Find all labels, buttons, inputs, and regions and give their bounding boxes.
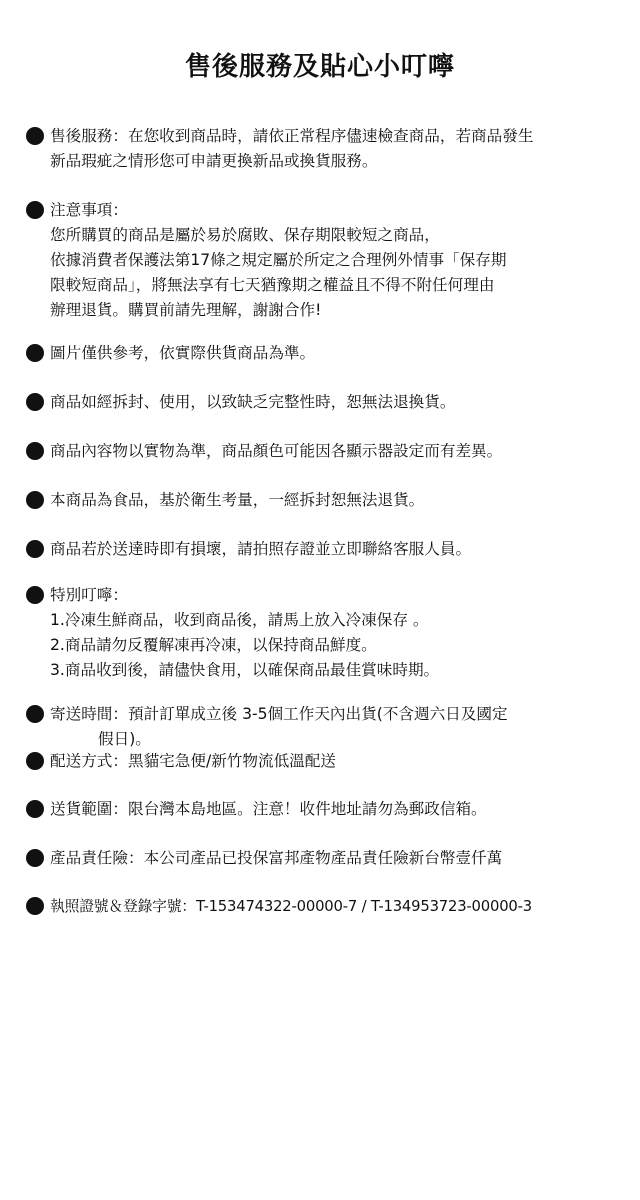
notice-line: 送貨範圍：限台灣本島地區。注意！收件地址請勿為郵政信箱。 [50,800,487,818]
notice-text [50,124,533,174]
bullet-icon [26,752,44,770]
notice-line: 本商品為食品，基於衛生考量，一經拆封恕無法退貨。 [50,491,425,509]
bullet-icon [26,127,44,145]
notice-line: 1.冷凍生鮮商品，收到商品後，請馬上放入冷凍保存 。 [50,611,429,629]
notice-text [50,749,336,774]
notice-line: 限較短商品」，將無法享有七天猶豫期之權益且不得不附任何理由 [50,276,495,294]
notice-line: 注意事項： [50,201,128,219]
notice-text [50,439,502,464]
notice-text [50,198,506,323]
bullet-icon [26,201,44,219]
notice-text [50,894,532,919]
page-title: 售後服務及貼心小叮嚀 [184,52,455,82]
bullet-icon [26,393,44,411]
notice-line: 商品如經拆封、使用，以致缺乏完整性時，恕無法退換貨。 [50,393,456,411]
bullet-icon [26,344,44,362]
notice-text [50,702,508,752]
bullet-icon [26,586,44,604]
bullet-icon [26,800,44,818]
bullet-icon [26,442,44,460]
notice-text [50,797,487,822]
notice-line: 產品責任險：本公司產品已投保富邦產物產品責任險新台幣壹仟萬 [50,849,503,867]
notice-line: 辦理退貨。購買前請先理解，謝謝合作! [50,301,322,319]
notice-text [50,488,424,513]
notice-line: 寄送時間：預計訂單成立後 3-5個工作天內出貨(不含週六日及國定 [50,705,508,723]
notice-text [50,846,502,871]
notice-line: 圖片僅供參考，依實際供貨商品為準。 [50,344,316,362]
notice-line: 新品瑕疵之情形您可申請更換新品或換貨服務。 [50,152,378,170]
notice-text [50,341,315,366]
notice-line: 假日)。 [98,730,151,748]
notice-line: 3.商品收到後，請儘快食用，以確保商品最佳賞味時期。 [50,661,440,679]
notice-text [50,537,471,562]
notice-line: 商品若於送達時即有損壞，請拍照存證並立即聯絡客服人員。 [50,540,472,558]
notice-line: 特別叮嚀： [50,586,128,604]
notice-line: 執照證號＆登錄字號：T-153474322-00000-7 / T-134953723-00000-3 [50,898,532,915]
bullet-icon [26,540,44,558]
notice-line: 2.商品請勿反覆解凍再冷凍，以保持商品鮮度。 [50,636,377,654]
notice-text [50,390,455,415]
notice-line: 售後服務：在您收到商品時，請依正常程序儘速檢查商品，若商品發生 [50,127,534,145]
bullet-icon [26,849,44,867]
notice-line: 配送方式：黑貓宅急便/新竹物流低溫配送 [50,752,336,770]
bullet-icon [26,705,44,723]
notice-line: 您所購買的商品是屬於易於腐敗、保存期限較短之商品， [50,226,440,244]
bullet-icon [26,491,44,509]
notice-text [50,583,439,683]
notice-line: 依據消費者保護法第17條之規定屬於所定之合理例外情事「保存期 [50,251,507,269]
notice-line: 商品內容物以實物為準，商品顏色可能因各顯示器設定而有差異。 [50,442,503,460]
bullet-icon [26,897,44,915]
